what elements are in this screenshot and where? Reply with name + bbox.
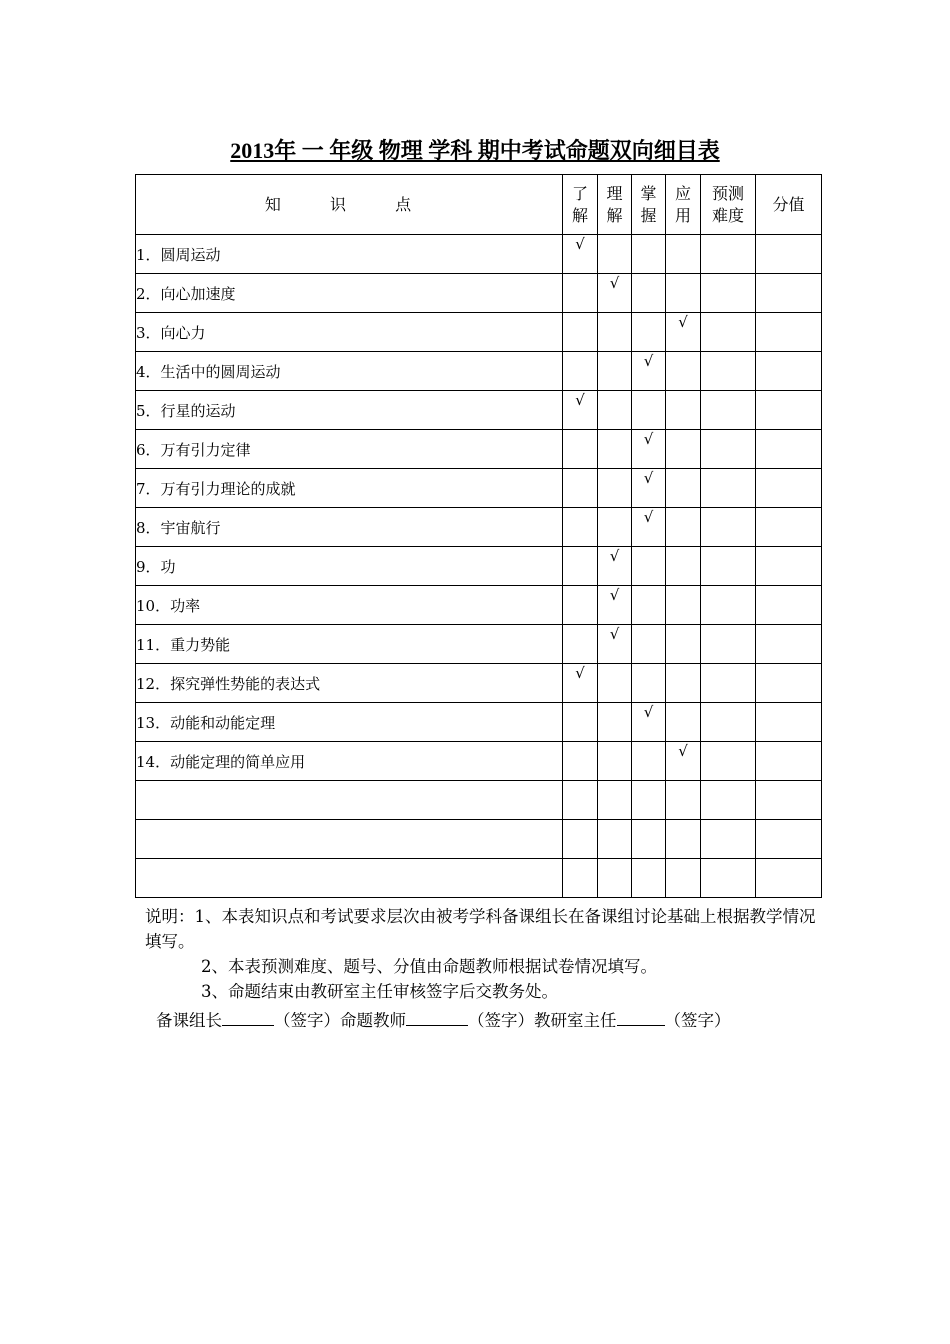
empty-cell (756, 508, 822, 547)
empty-cell (563, 508, 598, 547)
table-row (136, 547, 822, 586)
table-row (136, 235, 822, 274)
notes-section (145, 904, 825, 1004)
header-knowledge-point: 知 识 点 (136, 175, 563, 235)
knowledge-point-cell: 3．向心力 (136, 313, 563, 352)
empty-cell (632, 625, 666, 664)
empty-cell (563, 586, 598, 625)
knowledge-point-cell (136, 781, 563, 820)
table-row (136, 859, 822, 898)
empty-cell (666, 352, 701, 391)
empty-cell (666, 274, 701, 313)
empty-cell (563, 742, 598, 781)
empty-cell (756, 352, 822, 391)
empty-cell (632, 664, 666, 703)
table-row (136, 352, 822, 391)
empty-cell (563, 703, 598, 742)
table-row (136, 586, 822, 625)
empty-cell (701, 703, 756, 742)
empty-cell (701, 235, 756, 274)
check-mark-cell: √ (632, 508, 666, 547)
empty-cell (701, 352, 756, 391)
knowledge-point-cell: 9．功 (136, 547, 563, 586)
empty-cell (756, 313, 822, 352)
teacher-label: 命题教师 (340, 1011, 406, 1030)
empty-cell (598, 391, 632, 430)
empty-cell (598, 430, 632, 469)
empty-cell (756, 274, 822, 313)
header-understand: 了 解 (563, 175, 598, 235)
empty-cell (701, 664, 756, 703)
empty-cell (598, 235, 632, 274)
empty-cell (701, 859, 756, 898)
empty-cell (666, 664, 701, 703)
empty-cell (666, 586, 701, 625)
empty-cell (632, 781, 666, 820)
empty-cell (598, 820, 632, 859)
header-master: 掌 握 (632, 175, 666, 235)
empty-cell (666, 625, 701, 664)
empty-cell (756, 391, 822, 430)
empty-cell (756, 547, 822, 586)
empty-cell (756, 781, 822, 820)
check-mark-cell: √ (632, 469, 666, 508)
empty-cell (632, 820, 666, 859)
table-row (136, 781, 822, 820)
table-row (136, 742, 822, 781)
empty-cell (563, 313, 598, 352)
table-header-row (136, 175, 822, 235)
empty-cell (632, 742, 666, 781)
empty-cell (563, 469, 598, 508)
table-row (136, 391, 822, 430)
empty-cell (632, 547, 666, 586)
check-mark-cell: √ (563, 664, 598, 703)
empty-cell (563, 352, 598, 391)
empty-cell (756, 586, 822, 625)
empty-cell (666, 469, 701, 508)
knowledge-point-cell: 8．宇宙航行 (136, 508, 563, 547)
table-row (136, 274, 822, 313)
table-row (136, 430, 822, 469)
knowledge-point-cell (136, 820, 563, 859)
empty-cell (666, 235, 701, 274)
header-score: 分值 (756, 175, 822, 235)
empty-cell (563, 430, 598, 469)
check-mark-cell: √ (563, 391, 598, 430)
table-row (136, 625, 822, 664)
empty-cell (632, 391, 666, 430)
empty-cell (563, 547, 598, 586)
empty-cell (632, 859, 666, 898)
table-row (136, 508, 822, 547)
empty-cell (666, 508, 701, 547)
check-mark-cell: √ (632, 352, 666, 391)
header-difficulty: 预测 难度 (701, 175, 756, 235)
note-line-2: 2、本表预测难度、题号、分值由命题教师根据试卷情况填写。 (201, 957, 657, 976)
empty-cell (756, 820, 822, 859)
empty-cell (701, 430, 756, 469)
empty-cell (756, 703, 822, 742)
empty-cell (666, 391, 701, 430)
empty-cell (666, 781, 701, 820)
empty-cell (598, 859, 632, 898)
knowledge-point-cell: 5．行星的运动 (136, 391, 563, 430)
check-mark-cell: √ (598, 586, 632, 625)
group-leader-signature-blank[interactable] (222, 1007, 274, 1026)
table-body (136, 235, 822, 898)
note-line-1: 说明：1、本表知识点和考试要求层次由被考学科备课组长在备课组讨论基础上根据教学情况填写。 (145, 907, 816, 951)
empty-cell (666, 820, 701, 859)
empty-cell (756, 742, 822, 781)
knowledge-point-cell: 2．向心加速度 (136, 274, 563, 313)
empty-cell (701, 469, 756, 508)
check-mark-cell: √ (632, 703, 666, 742)
director-label: 教研室主任 (534, 1011, 617, 1030)
empty-cell (632, 235, 666, 274)
empty-cell (701, 508, 756, 547)
check-mark-cell: √ (666, 313, 701, 352)
empty-cell (632, 586, 666, 625)
page-title: 2013年 一 年级 物理 学科 期中考试命题双向细目表 (230, 138, 720, 163)
check-mark-cell: √ (598, 547, 632, 586)
empty-cell (756, 625, 822, 664)
empty-cell (598, 742, 632, 781)
knowledge-point-cell (136, 859, 563, 898)
empty-cell (701, 391, 756, 430)
empty-cell (598, 781, 632, 820)
empty-cell (563, 781, 598, 820)
check-mark-cell: √ (598, 274, 632, 313)
empty-cell (563, 859, 598, 898)
empty-cell (756, 235, 822, 274)
table-row (136, 469, 822, 508)
empty-cell (701, 625, 756, 664)
knowledge-point-cell: 1．圆周运动 (136, 235, 563, 274)
empty-cell (598, 313, 632, 352)
table-row (136, 703, 822, 742)
header-comprehend: 理 解 (598, 175, 632, 235)
table-row (136, 820, 822, 859)
check-mark-cell: √ (598, 625, 632, 664)
empty-cell (701, 781, 756, 820)
empty-cell (598, 352, 632, 391)
signature-note-2: （签字） (468, 1011, 534, 1030)
teacher-signature-blank[interactable] (406, 1007, 468, 1026)
empty-cell (563, 274, 598, 313)
empty-cell (666, 430, 701, 469)
header-apply: 应 用 (666, 175, 701, 235)
knowledge-point-cell: 10．功率 (136, 586, 563, 625)
empty-cell (756, 664, 822, 703)
empty-cell (701, 274, 756, 313)
note-line-3: 3、命题结束由教研室主任审核签字后交教务处。 (201, 982, 558, 1001)
empty-cell (701, 820, 756, 859)
empty-cell (756, 430, 822, 469)
check-mark-cell: √ (632, 430, 666, 469)
empty-cell (598, 508, 632, 547)
director-signature-blank[interactable] (617, 1007, 665, 1026)
empty-cell (632, 313, 666, 352)
empty-cell (632, 274, 666, 313)
check-mark-cell: √ (563, 235, 598, 274)
signature-line (156, 1007, 731, 1031)
check-mark-cell: √ (666, 742, 701, 781)
empty-cell (756, 469, 822, 508)
empty-cell (701, 586, 756, 625)
empty-cell (598, 664, 632, 703)
knowledge-point-cell: 11．重力势能 (136, 625, 563, 664)
empty-cell (666, 859, 701, 898)
knowledge-point-cell: 12．探究弹性势能的表达式 (136, 664, 563, 703)
table-row (136, 664, 822, 703)
signature-note-1: （签字） (274, 1011, 340, 1030)
empty-cell (701, 742, 756, 781)
empty-cell (563, 820, 598, 859)
knowledge-point-cell: 14．动能定理的简单应用 (136, 742, 563, 781)
empty-cell (666, 547, 701, 586)
empty-cell (598, 703, 632, 742)
empty-cell (701, 547, 756, 586)
group-leader-label: 备课组长 (156, 1011, 222, 1030)
signature-note-3: （签字） (664, 1011, 731, 1030)
specification-table (135, 174, 822, 898)
knowledge-point-cell: 7．万有引力理论的成就 (136, 469, 563, 508)
empty-cell (598, 469, 632, 508)
knowledge-point-cell: 6．万有引力定律 (136, 430, 563, 469)
empty-cell (701, 313, 756, 352)
knowledge-point-cell: 4．生活中的圆周运动 (136, 352, 563, 391)
empty-cell (666, 703, 701, 742)
table-row (136, 313, 822, 352)
empty-cell (756, 859, 822, 898)
knowledge-point-cell: 13．动能和动能定理 (136, 703, 563, 742)
empty-cell (563, 625, 598, 664)
